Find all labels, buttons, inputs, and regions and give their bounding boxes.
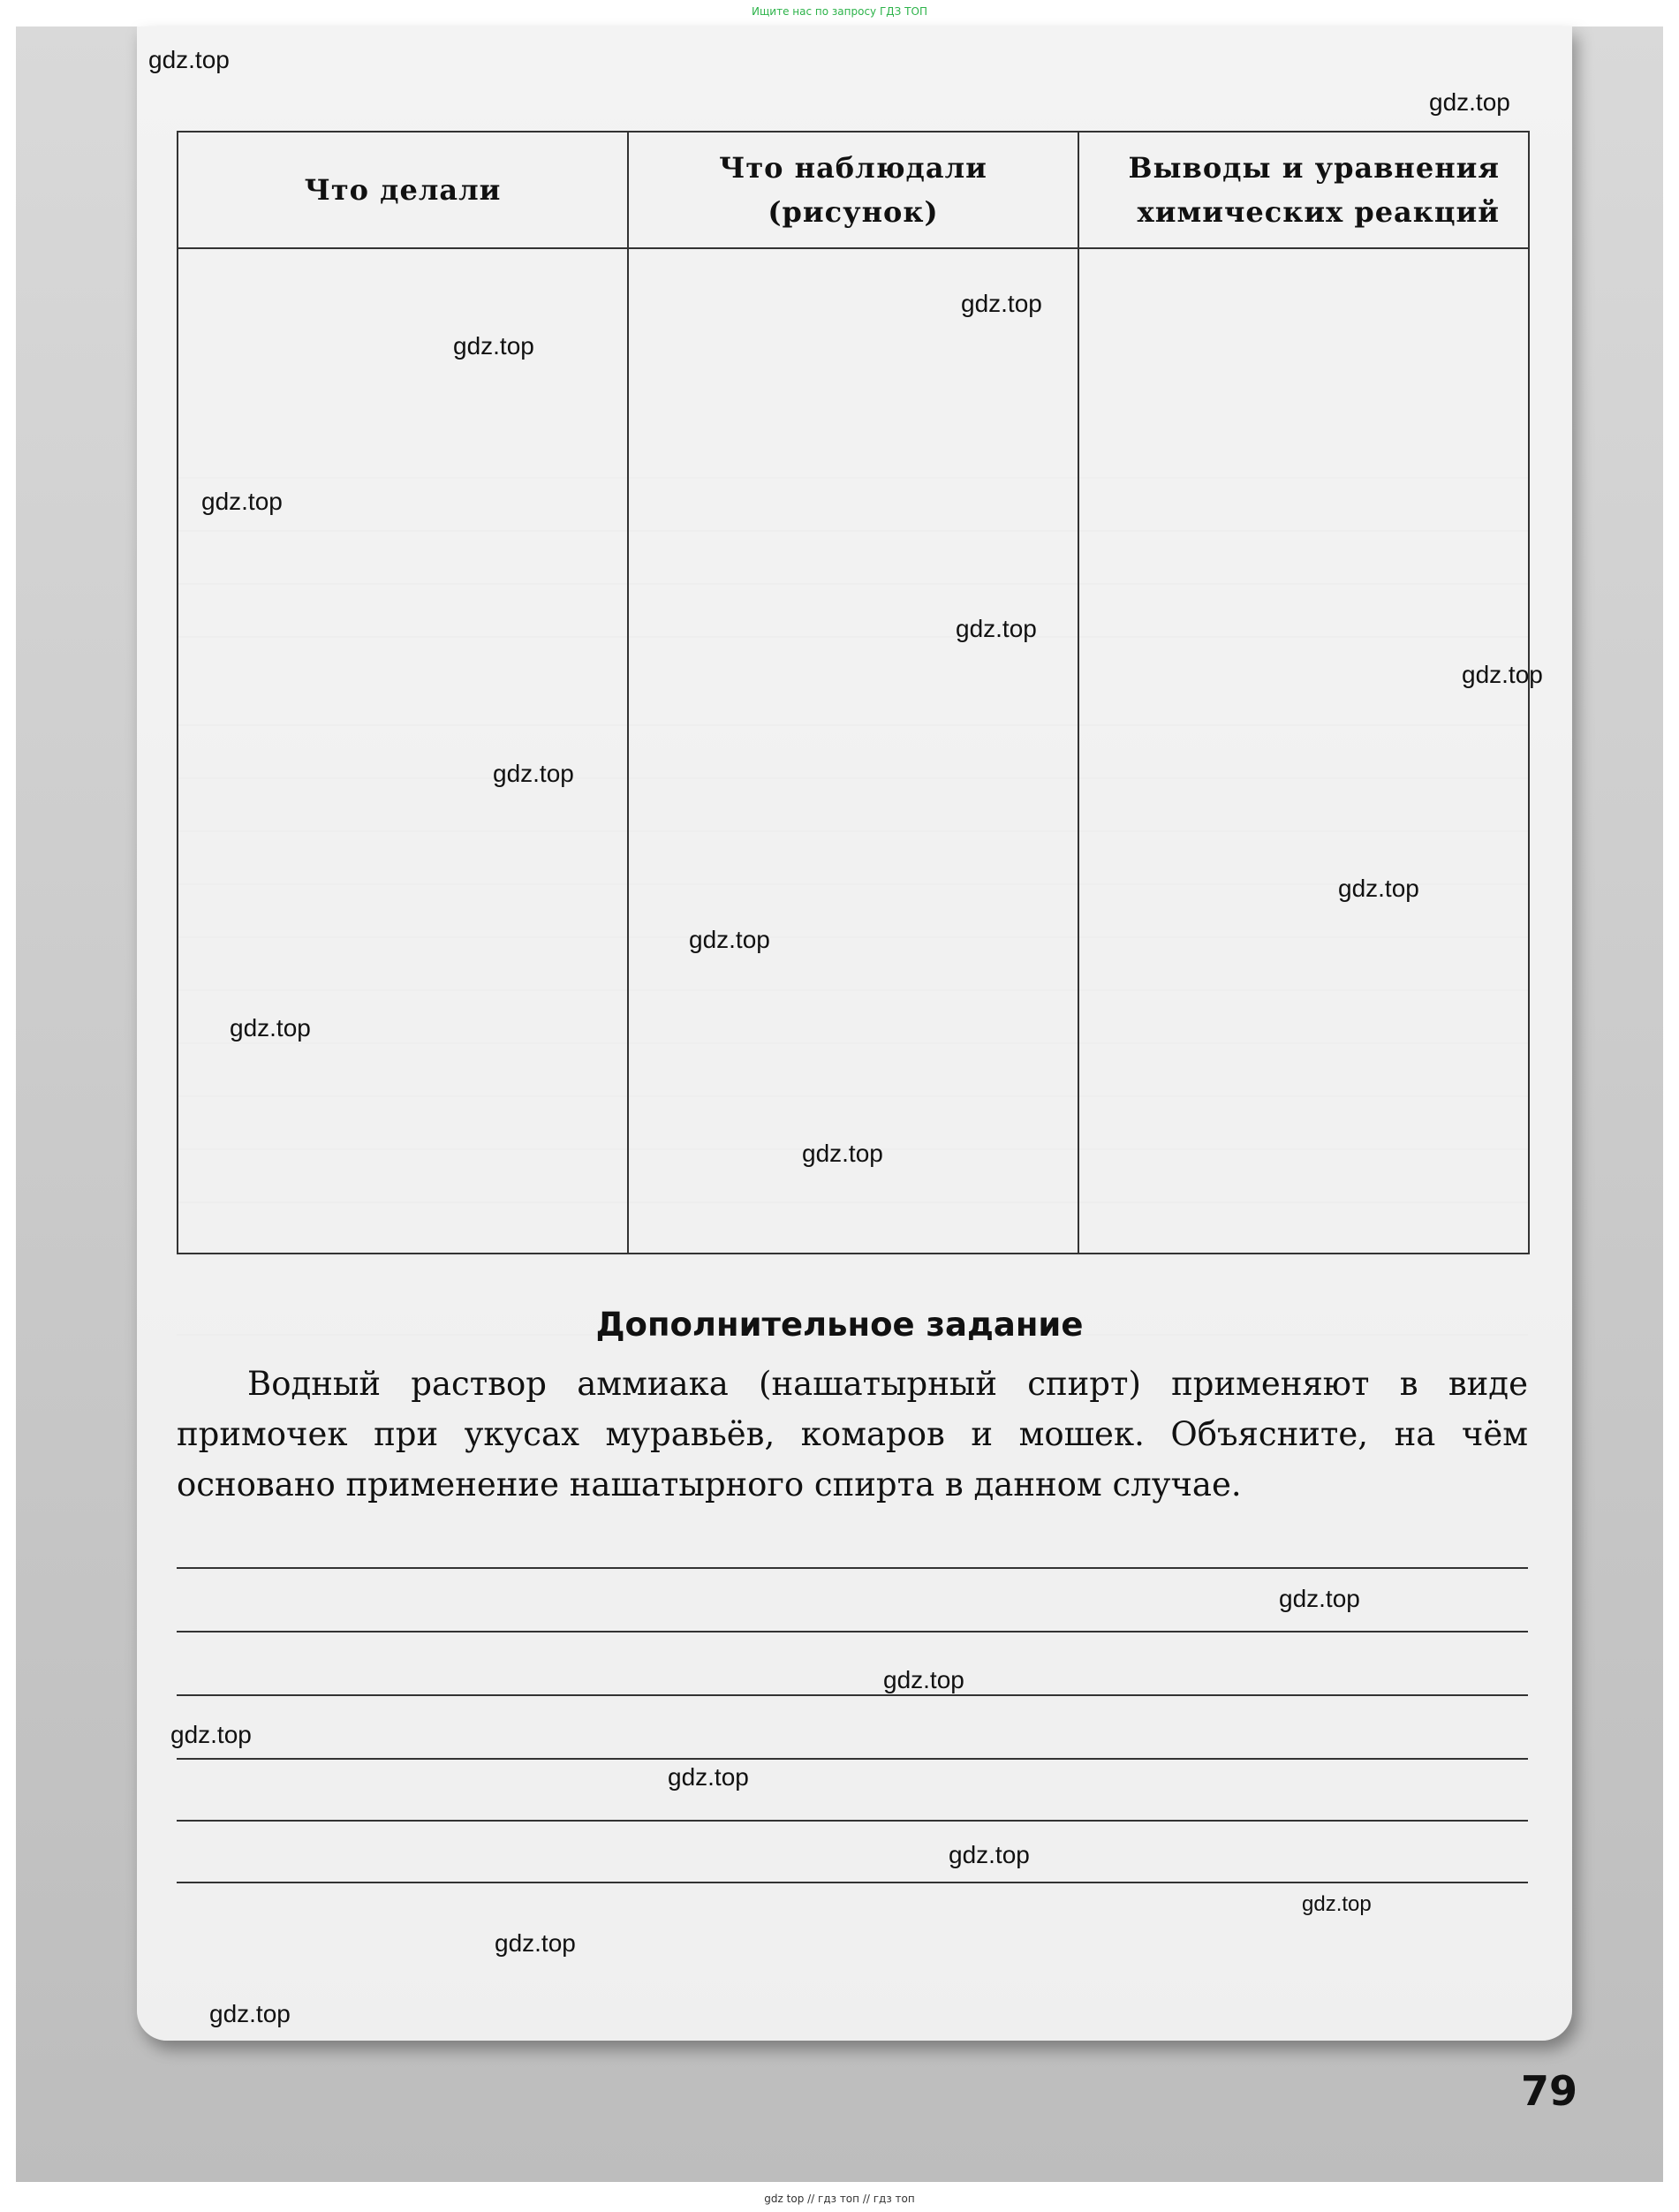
answer-line[interactable]: [177, 1567, 1528, 1569]
watermark: gdz.top: [1302, 1892, 1372, 1916]
table-header-cell: Выводы и уравнения химических реакций: [1078, 132, 1529, 248]
table-cell-observations[interactable]: [628, 248, 1078, 1254]
watermark: gdz.top: [201, 488, 283, 515]
watermark: gdz.top: [230, 1014, 311, 1042]
answer-line[interactable]: [177, 1694, 1528, 1696]
page-number: 79: [1521, 2067, 1578, 2115]
extra-task-text: Водный раствор аммиака (нашатырный спирт) применяют в виде примочек при укусах муравьёв, комаров и мошек. Объясните, на чём основано применение нашатырного спирта в данном случае.: [177, 1365, 1528, 1504]
extra-task-title: Дополнительное задание: [595, 1306, 1084, 1344]
watermark: gdz.top: [453, 332, 534, 360]
table-cell-conclusions[interactable]: [1078, 248, 1529, 1254]
top-banner[interactable]: Ищите нас по запросу ГДЗ ТОП: [752, 5, 927, 18]
watermark: gdz.top: [495, 1929, 576, 1957]
table-header-cell: Что делали: [178, 132, 628, 248]
watermark: gdz.top: [961, 290, 1042, 317]
table-cell-actions[interactable]: [178, 248, 628, 1254]
watermark: gdz.top: [170, 1721, 252, 1748]
answer-line[interactable]: [177, 1631, 1528, 1632]
watermark: gdz.top: [668, 1763, 749, 1791]
footer-banner[interactable]: gdz top // гдз топ // гдз топ: [764, 2193, 915, 2205]
watermark: gdz.top: [1462, 661, 1543, 688]
watermark: gdz.top: [1338, 875, 1419, 902]
table-header-row: [178, 132, 1529, 248]
watermark: gdz.top: [956, 615, 1037, 642]
lab-report-table: [177, 131, 1530, 1254]
watermark: gdz.top: [949, 1841, 1030, 1868]
table-header-cell: Что наблюдали (рисунок): [628, 132, 1078, 248]
watermark: gdz.top: [493, 760, 574, 787]
watermark: gdz.top: [802, 1140, 883, 1167]
watermark: gdz.top: [1279, 1585, 1360, 1612]
watermark: gdz.top: [1429, 88, 1510, 116]
answer-line[interactable]: [177, 1758, 1528, 1760]
watermark: gdz.top: [689, 926, 770, 953]
watermark: gdz.top: [148, 46, 230, 73]
watermark: gdz.top: [883, 1666, 964, 1693]
watermark: gdz.top: [209, 2000, 291, 2027]
answer-line[interactable]: [177, 1882, 1528, 1883]
answer-line[interactable]: [177, 1820, 1528, 1822]
table-row: [178, 248, 1529, 1254]
